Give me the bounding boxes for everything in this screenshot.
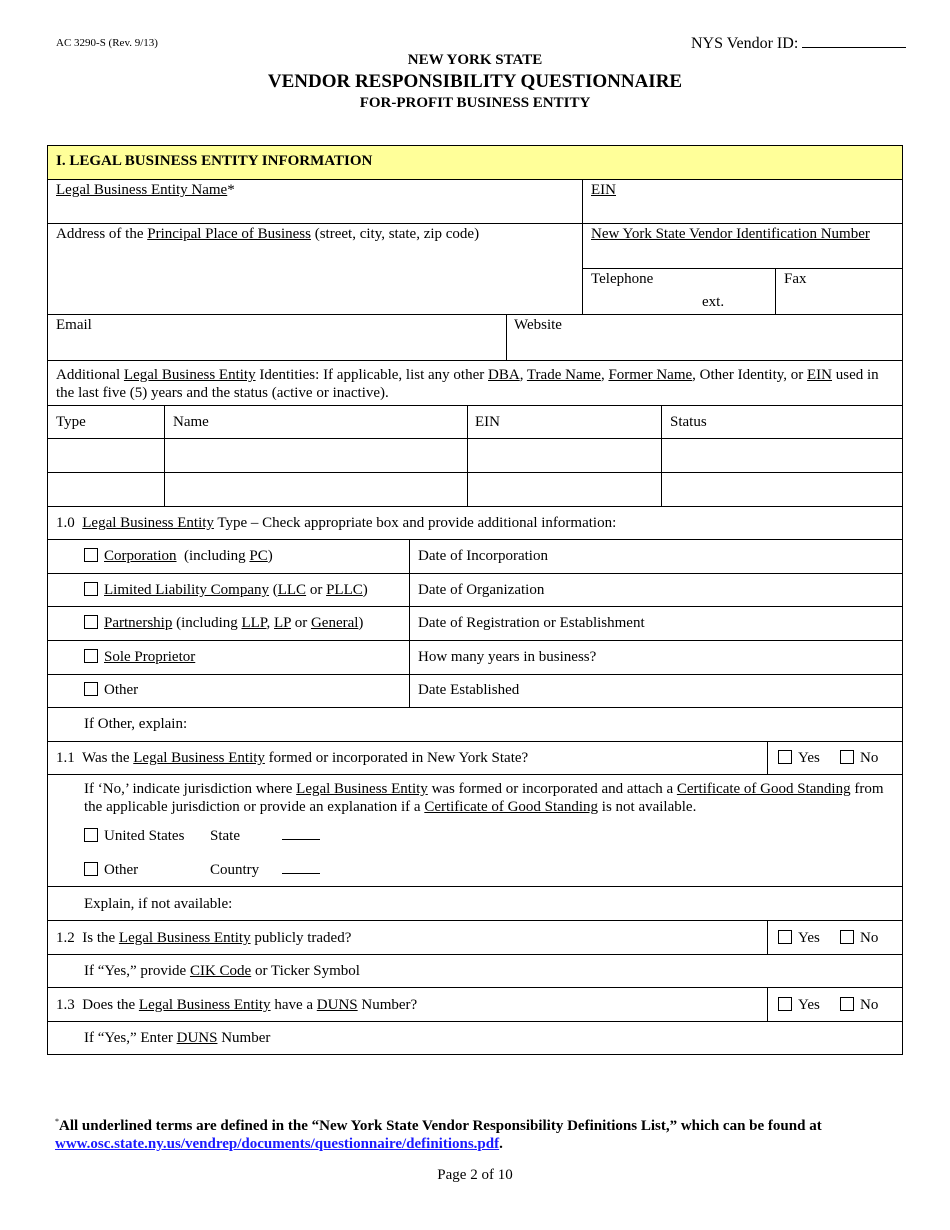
sole-proprietor-option[interactable]: Sole Proprietor [84,648,195,666]
q11-no-checkbox[interactable] [840,750,854,764]
legal-name-label: Legal Business Entity Name [56,182,228,198]
divider [48,920,902,921]
divider [164,405,165,506]
corporation-checkbox[interactable] [84,548,98,562]
other-jurisdiction-option[interactable]: Other [84,861,138,879]
divider [48,707,902,708]
partnership-option[interactable]: Partnership (including LLP, LP or General) [84,614,363,632]
title-questionnaire: VENDOR RESPONSIBILITY QUESTIONNAIRE [267,71,683,92]
title-state: NEW YORK STATE [407,52,543,68]
divider [48,506,902,507]
divider [582,268,902,269]
divider [48,640,902,641]
divider [48,405,902,406]
divider [661,405,662,506]
nys-vendor-id-field [691,33,906,53]
nys-vendor-id-blank[interactable] [802,33,906,48]
email-field[interactable]: Email [56,317,92,333]
q11-yes-option[interactable]: Yes [778,749,820,767]
additional-identities-instructions: Additional Legal Business Entity Identities: If applicable, list any other DBA, Trade Name, Former Name, Other Identity, or EIN used in the last five (5) years and the status (active or inactive). [56,367,879,401]
q12-yes-checkbox[interactable] [778,930,792,944]
divider [48,954,902,955]
q13-yes-option[interactable]: Yes [778,996,820,1014]
partnership-checkbox[interactable] [84,615,98,629]
divider [48,741,902,742]
identity-header-status: Status [670,414,707,430]
years-in-business-field[interactable]: How many years in business? [418,649,597,665]
address-field[interactable]: Address of the Principal Place of Business (street, city, state, zip code) [56,226,480,242]
divider [506,314,507,360]
divider [48,223,902,224]
q11-jurisdiction-instructions: If ‘No,’ indicate jurisdiction where Legal Business Entity was formed or incorporated and attach a Certificate of Good Standing from the applicable jurisdiction or provide an explanation if a Certificate of Good Standing is not available. [84,781,884,815]
country-label: Country [210,862,260,878]
divider [48,987,902,988]
divider [48,774,902,775]
question-1-2: 1.2 Is the Legal Business Entity publicly traded? [56,930,352,946]
title-entity-type: FOR-PROFIT BUSINESS ENTITY [359,95,591,111]
ein-field-label[interactable]: EIN [591,182,616,198]
divider [767,741,768,774]
nys-vendor-id-label: NYS Vendor ID: [691,35,799,52]
question-1-1: 1.1 Was the Legal Business Entity formed or incorporated in New York State? [56,750,529,766]
divider [48,360,902,361]
telephone-field[interactable]: Telephone [591,271,654,287]
divider [48,314,902,315]
website-field[interactable]: Website [514,317,562,333]
q11-yes-checkbox[interactable] [778,750,792,764]
page-number: Page 2 of 10 [437,1167,513,1183]
footnote-text: All underlined terms are defined in the “New York State Vendor Responsibility Definitions List,” which can be found at [59,1118,822,1134]
legal-business-entity-form [47,145,903,1055]
section-header [48,146,902,180]
q13-no-option[interactable]: No [840,996,878,1014]
date-of-organization-field[interactable]: Date of Organization [418,582,545,598]
q13-yes-checkbox[interactable] [778,997,792,1011]
divider [467,405,468,506]
divider [775,268,776,314]
llc-option[interactable]: Limited Liability Company (LLC or PLLC) [84,581,368,599]
state-label: State [210,828,240,844]
united-states-option[interactable]: United States [84,827,184,845]
divider [409,539,410,707]
date-of-incorporation-field[interactable]: Date of Incorporation [418,548,548,564]
asterisk-marker: * [227,182,235,198]
identity-header-ein: EIN [475,414,500,430]
divider [48,472,902,473]
corporation-option[interactable]: Corporation (including PC) [84,547,273,565]
q12-no-checkbox[interactable] [840,930,854,944]
other-entity-option[interactable]: Other [84,681,138,699]
date-established-field[interactable]: Date Established [418,682,520,698]
date-of-registration-field[interactable]: Date of Registration or Establishment [418,615,645,631]
divider [582,179,583,314]
cik-code-field[interactable]: If “Yes,” provide CIK Code or Ticker Symbol [84,963,360,979]
state-input[interactable] [282,827,320,845]
fax-field[interactable]: Fax [784,271,807,287]
q12-yes-option[interactable]: Yes [778,929,820,947]
form-code: AC 3290-S (Rev. 9/13) [56,37,158,49]
section-title: I. LEGAL BUSINESS ENTITY INFORMATION [56,153,373,169]
sole-proprietor-checkbox[interactable] [84,649,98,663]
divider [48,573,902,574]
legal-name-field[interactable] [56,181,235,199]
explain-not-available-field[interactable]: Explain, if not available: [84,896,233,912]
identity-header-type: Type [56,414,86,430]
divider [767,920,768,954]
divider [48,674,902,675]
nys-vendor-identification-number-field[interactable]: New York State Vendor Identification Number [591,226,870,242]
divider [48,886,902,887]
footnote-marker: * [55,1117,59,1126]
q13-no-checkbox[interactable] [840,997,854,1011]
country-input[interactable] [282,861,320,879]
divider [48,606,902,607]
llc-checkbox[interactable] [84,582,98,596]
united-states-checkbox[interactable] [84,828,98,842]
divider [48,438,902,439]
if-other-explain-field[interactable]: If Other, explain: [84,716,188,732]
divider [767,987,768,1021]
definitions-footnote: *All underlined terms are defined in the “New York State Vendor Responsibility Definitions List,” which can be found at www.osc.state.ny.us/vendrep/documents/questionnaire/definitions.pdf. [55,1117,822,1152]
divider [48,1021,902,1022]
question-1-3: 1.3 Does the Legal Business Entity have a DUNS Number? [56,997,418,1013]
definitions-link[interactable]: www.osc.state.ny.us/vendrep/documents/questionnaire/definitions.pdf [55,1136,500,1152]
q12-no-option[interactable]: No [840,929,878,947]
question-1-0: 1.0 Legal Business Entity Type – Check appropriate box and provide additional information: [56,515,617,531]
duns-number-field[interactable]: If “Yes,” Enter DUNS Number [84,1030,271,1046]
extension-label: ext. [702,294,725,310]
q11-no-option[interactable]: No [840,749,878,767]
other-entity-checkbox[interactable] [84,682,98,696]
identity-header-name: Name [173,414,209,430]
divider [48,539,902,540]
other-jurisdiction-checkbox[interactable] [84,862,98,876]
